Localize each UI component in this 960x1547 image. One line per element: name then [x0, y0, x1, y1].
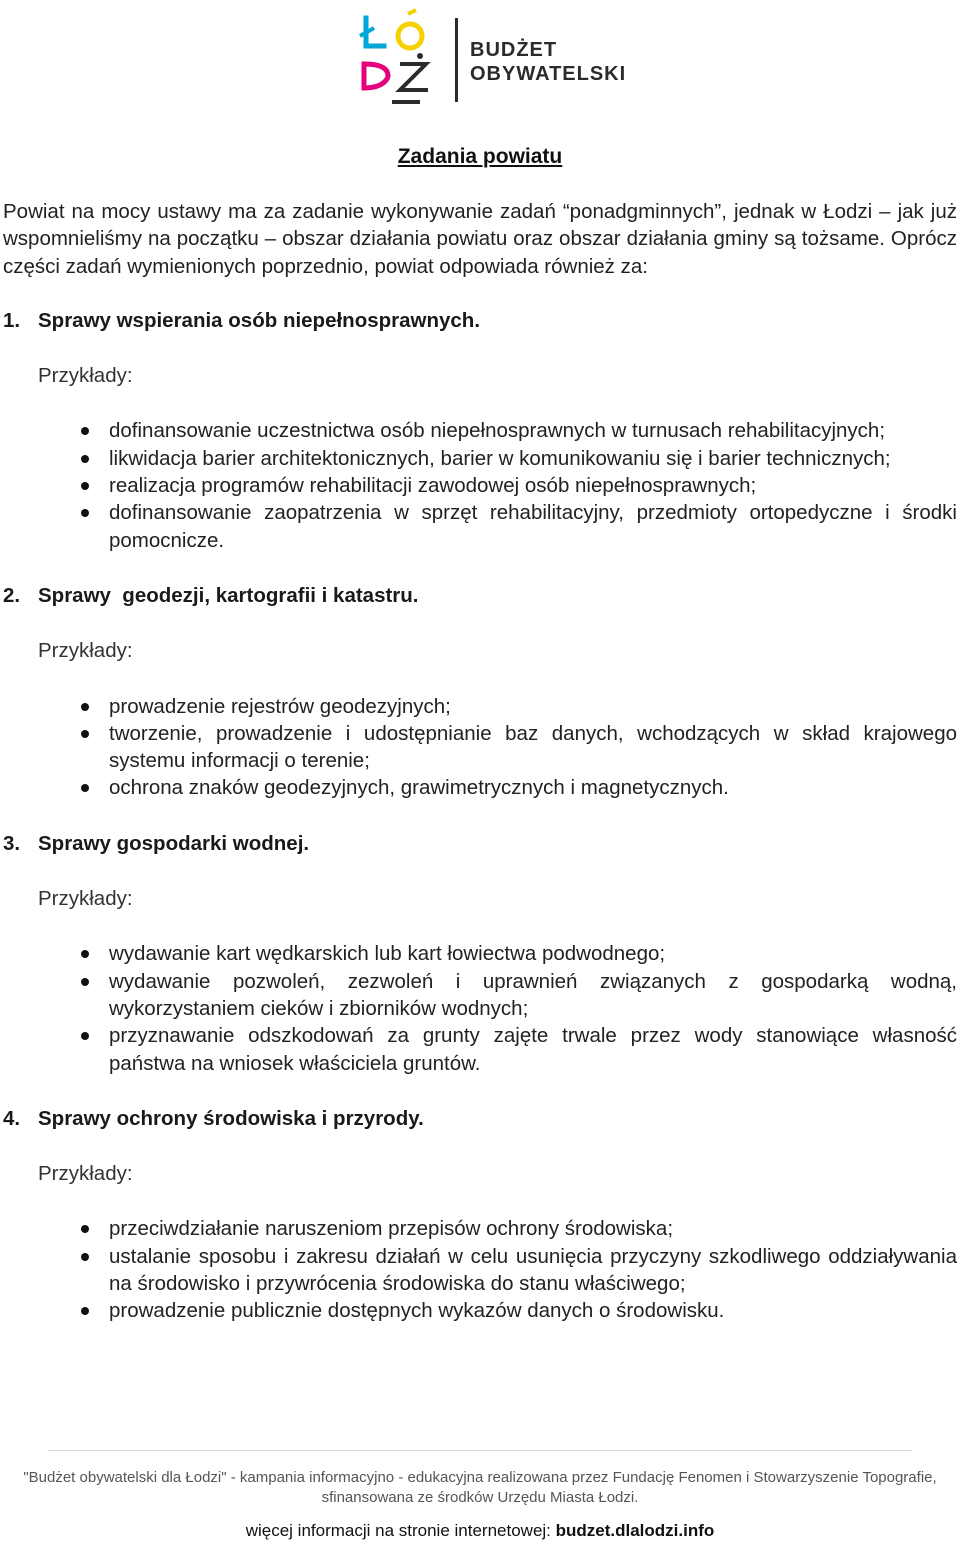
section-title: Sprawy geodezji, kartografii i katastru. — [38, 583, 419, 607]
section-heading — [3, 830, 957, 857]
footer-more-info-prefix: więcej informacji na stronie internetowej: — [245, 1521, 556, 1540]
bullet-icon — [81, 427, 89, 435]
bullet-icon — [81, 703, 89, 711]
section-number: 4. — [3, 1106, 21, 1130]
intro-paragraph: Powiat na mocy ustawy ma za zadanie wykonywanie zadań “ponadgminnych”, jednak w Łodzi – jak już wspomnieliśmy na początku – obszar działania powiatu oraz obszar działania gminy są tożsame. Oprócz części zadań wymienionych poprzednio, powiat odpowiada również za: — [3, 200, 957, 278]
footer-more-info — [0, 1520, 960, 1542]
section-title: Sprawy wspierania osób niepełnosprawnych. — [38, 308, 481, 332]
lodz-logo-icon — [358, 8, 438, 112]
list-item: dofinansowanie zaopatrzenia w sprzęt rehabilitacyjny, przedmioty ortopedyczne i środki pomocnicze. — [3, 499, 957, 554]
section-4 — [3, 1105, 957, 1325]
examples-label: Przykłady: — [38, 887, 133, 911]
logo-divider — [455, 18, 458, 102]
bullet-icon — [81, 950, 89, 958]
bullet-icon — [81, 509, 89, 517]
bullet-icon — [81, 1307, 89, 1315]
list-item: prowadzenie publicznie dostępnych wykazów danych o środowisku. — [3, 1297, 957, 1324]
footer-campaign-text: "Budżet obywatelski dla Łodzi" - kampania informacyjno - edukacyjna realizowana przez Fundację Fenomen i Stowarzyszenie Topografie, — [23, 1469, 937, 1486]
examples-list — [3, 1215, 957, 1324]
list-item: prowadzenie rejestrów geodezyjnych; — [3, 693, 957, 720]
bullet-icon — [81, 1225, 89, 1233]
examples-list — [3, 417, 957, 553]
list-item: ochrona znaków geodezyjnych, grawimetrycznych i magnetycznych. — [3, 774, 957, 801]
footer-funding-text: sfinansowana ze środków Urzędu Miasta Łodzi. — [321, 1489, 639, 1506]
list-item: wydawanie pozwoleń, zezwoleń i uprawnień związanych z gospodarką wodną, wykorzystaniem cieków i zbiorników wodnych; — [3, 968, 957, 1023]
list-item: przyznawanie odszkodowań za grunty zajęte trwale przez wody stanowiące własność państwa na wniosek właściciela gruntów. — [3, 1022, 957, 1077]
list-item: tworzenie, prowadzenie i udostępnianie baz danych, wchodzących w skład krajowego systemu informacji o terenie; — [3, 720, 957, 775]
bullet-icon — [81, 730, 89, 738]
logo-wordmark — [470, 38, 626, 86]
page-header — [0, 0, 960, 120]
page-footer — [0, 1450, 960, 1547]
list-item: realizacja programów rehabilitacji zawodowej osób niepełnosprawnych; — [3, 472, 957, 499]
logo-line-2: OBYWATELSKI — [470, 63, 627, 85]
bullet-icon — [81, 1032, 89, 1040]
section-1 — [3, 307, 957, 554]
section-title: Sprawy gospodarki wodnej. — [38, 831, 310, 855]
section-heading — [3, 307, 957, 334]
bullet-icon — [81, 1253, 89, 1261]
list-item: likwidacja barier architektonicznych, barier w komunikowaniu się i barier technicznych; — [3, 445, 957, 472]
examples-label: Przykłady: — [38, 364, 133, 388]
footer-website-link[interactable]: budzet.dlalodzi.info — [555, 1521, 715, 1540]
bullet-icon — [81, 978, 89, 986]
section-number: 1. — [3, 308, 21, 332]
bullet-icon — [81, 482, 89, 490]
bullet-icon — [81, 455, 89, 463]
section-title: Sprawy ochrony środowiska i przyrody. — [38, 1106, 424, 1130]
list-item: ustalanie sposobu i zakresu działań w celu usunięcia przyczyny szkodliwego oddziaływania na środowisko i przywrócenia środowiska do stanu właściwego; — [3, 1243, 957, 1298]
bullet-icon — [81, 784, 89, 792]
examples-list — [3, 693, 957, 802]
section-heading — [3, 1105, 957, 1132]
page-title: Zadania powiatu — [397, 145, 563, 168]
section-2 — [3, 582, 957, 802]
examples-label: Przykłady: — [38, 639, 133, 663]
list-item: wydawanie kart wędkarskich lub kart łowiectwa podwodnego; — [3, 940, 957, 967]
logo-line-1: BUDŻET — [470, 39, 558, 61]
list-item: dofinansowanie uczestnictwa osób niepełnosprawnych w turnusach rehabilitacyjnych; — [3, 417, 957, 444]
section-heading — [3, 582, 957, 609]
footer-divider — [48, 1450, 912, 1451]
examples-list — [3, 940, 957, 1076]
list-item: przeciwdziałanie naruszeniom przepisów ochrony środowiska; — [3, 1215, 957, 1242]
examples-label: Przykłady: — [38, 1162, 133, 1186]
section-number: 3. — [3, 831, 21, 855]
section-number: 2. — [3, 583, 21, 607]
document-body — [3, 198, 957, 1353]
section-3 — [3, 830, 957, 1077]
